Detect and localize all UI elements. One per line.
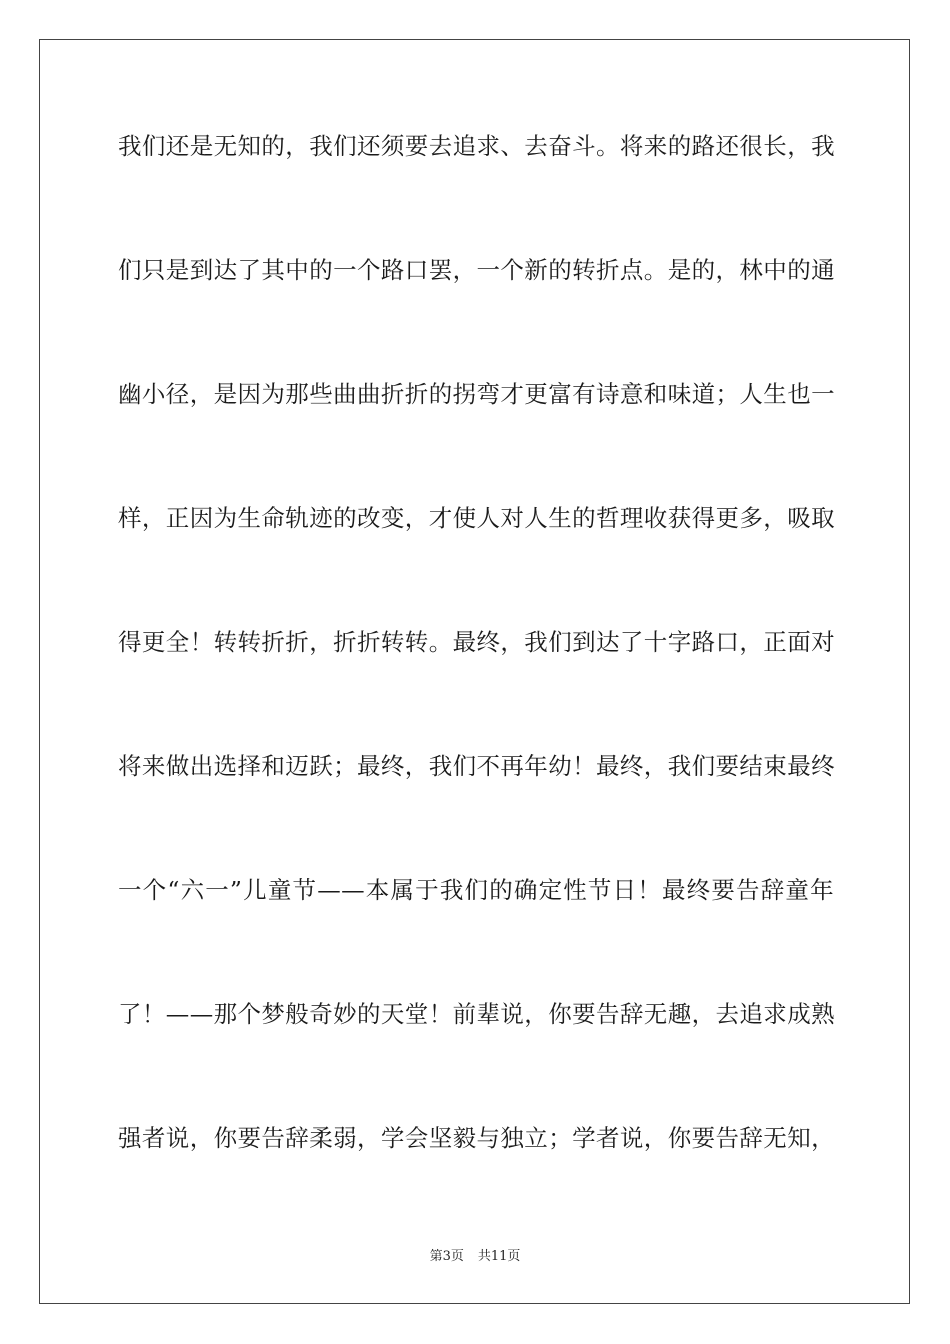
page-footer bbox=[0, 1246, 950, 1268]
text-line: 幽小径，是因为那些曲曲折折的拐弯才更富有诗意和味道；人生也一 bbox=[118, 380, 835, 408]
text-line: 们只是到达了其中的一个路口罢，一个新的转折点。是的，林中的通 bbox=[118, 256, 835, 284]
text-line: 我们还是无知的，我们还须要去追求、去奋斗。将来的路还很长，我 bbox=[118, 132, 835, 160]
text-line: 将来做出选择和迈跃；最终，我们不再年幼！最终，我们要结束最终 bbox=[118, 752, 835, 780]
text-line: 得更全！转转折折，折折转转。最终，我们到达了十字路口，正面对 bbox=[118, 628, 835, 656]
text-line: 样，正因为生命轨迹的改变，才使人对人生的哲理收获得更多，吸取 bbox=[118, 504, 835, 532]
page-number: 第3页 bbox=[429, 1249, 464, 1264]
text-line: 强者说，你要告辞柔弱，学会坚毅与独立；学者说，你要告辞无知， bbox=[118, 1124, 835, 1152]
text-line: 了！——那个梦般奇妙的天堂！前辈说，你要告辞无趣，去追求成熟 bbox=[118, 1000, 835, 1028]
page-total: 共11页 bbox=[477, 1249, 521, 1264]
page-border bbox=[39, 39, 910, 1304]
text-line: 一个“六一”儿童节——本属于我们的确定性节日！最终要告辞童年 bbox=[118, 876, 834, 904]
